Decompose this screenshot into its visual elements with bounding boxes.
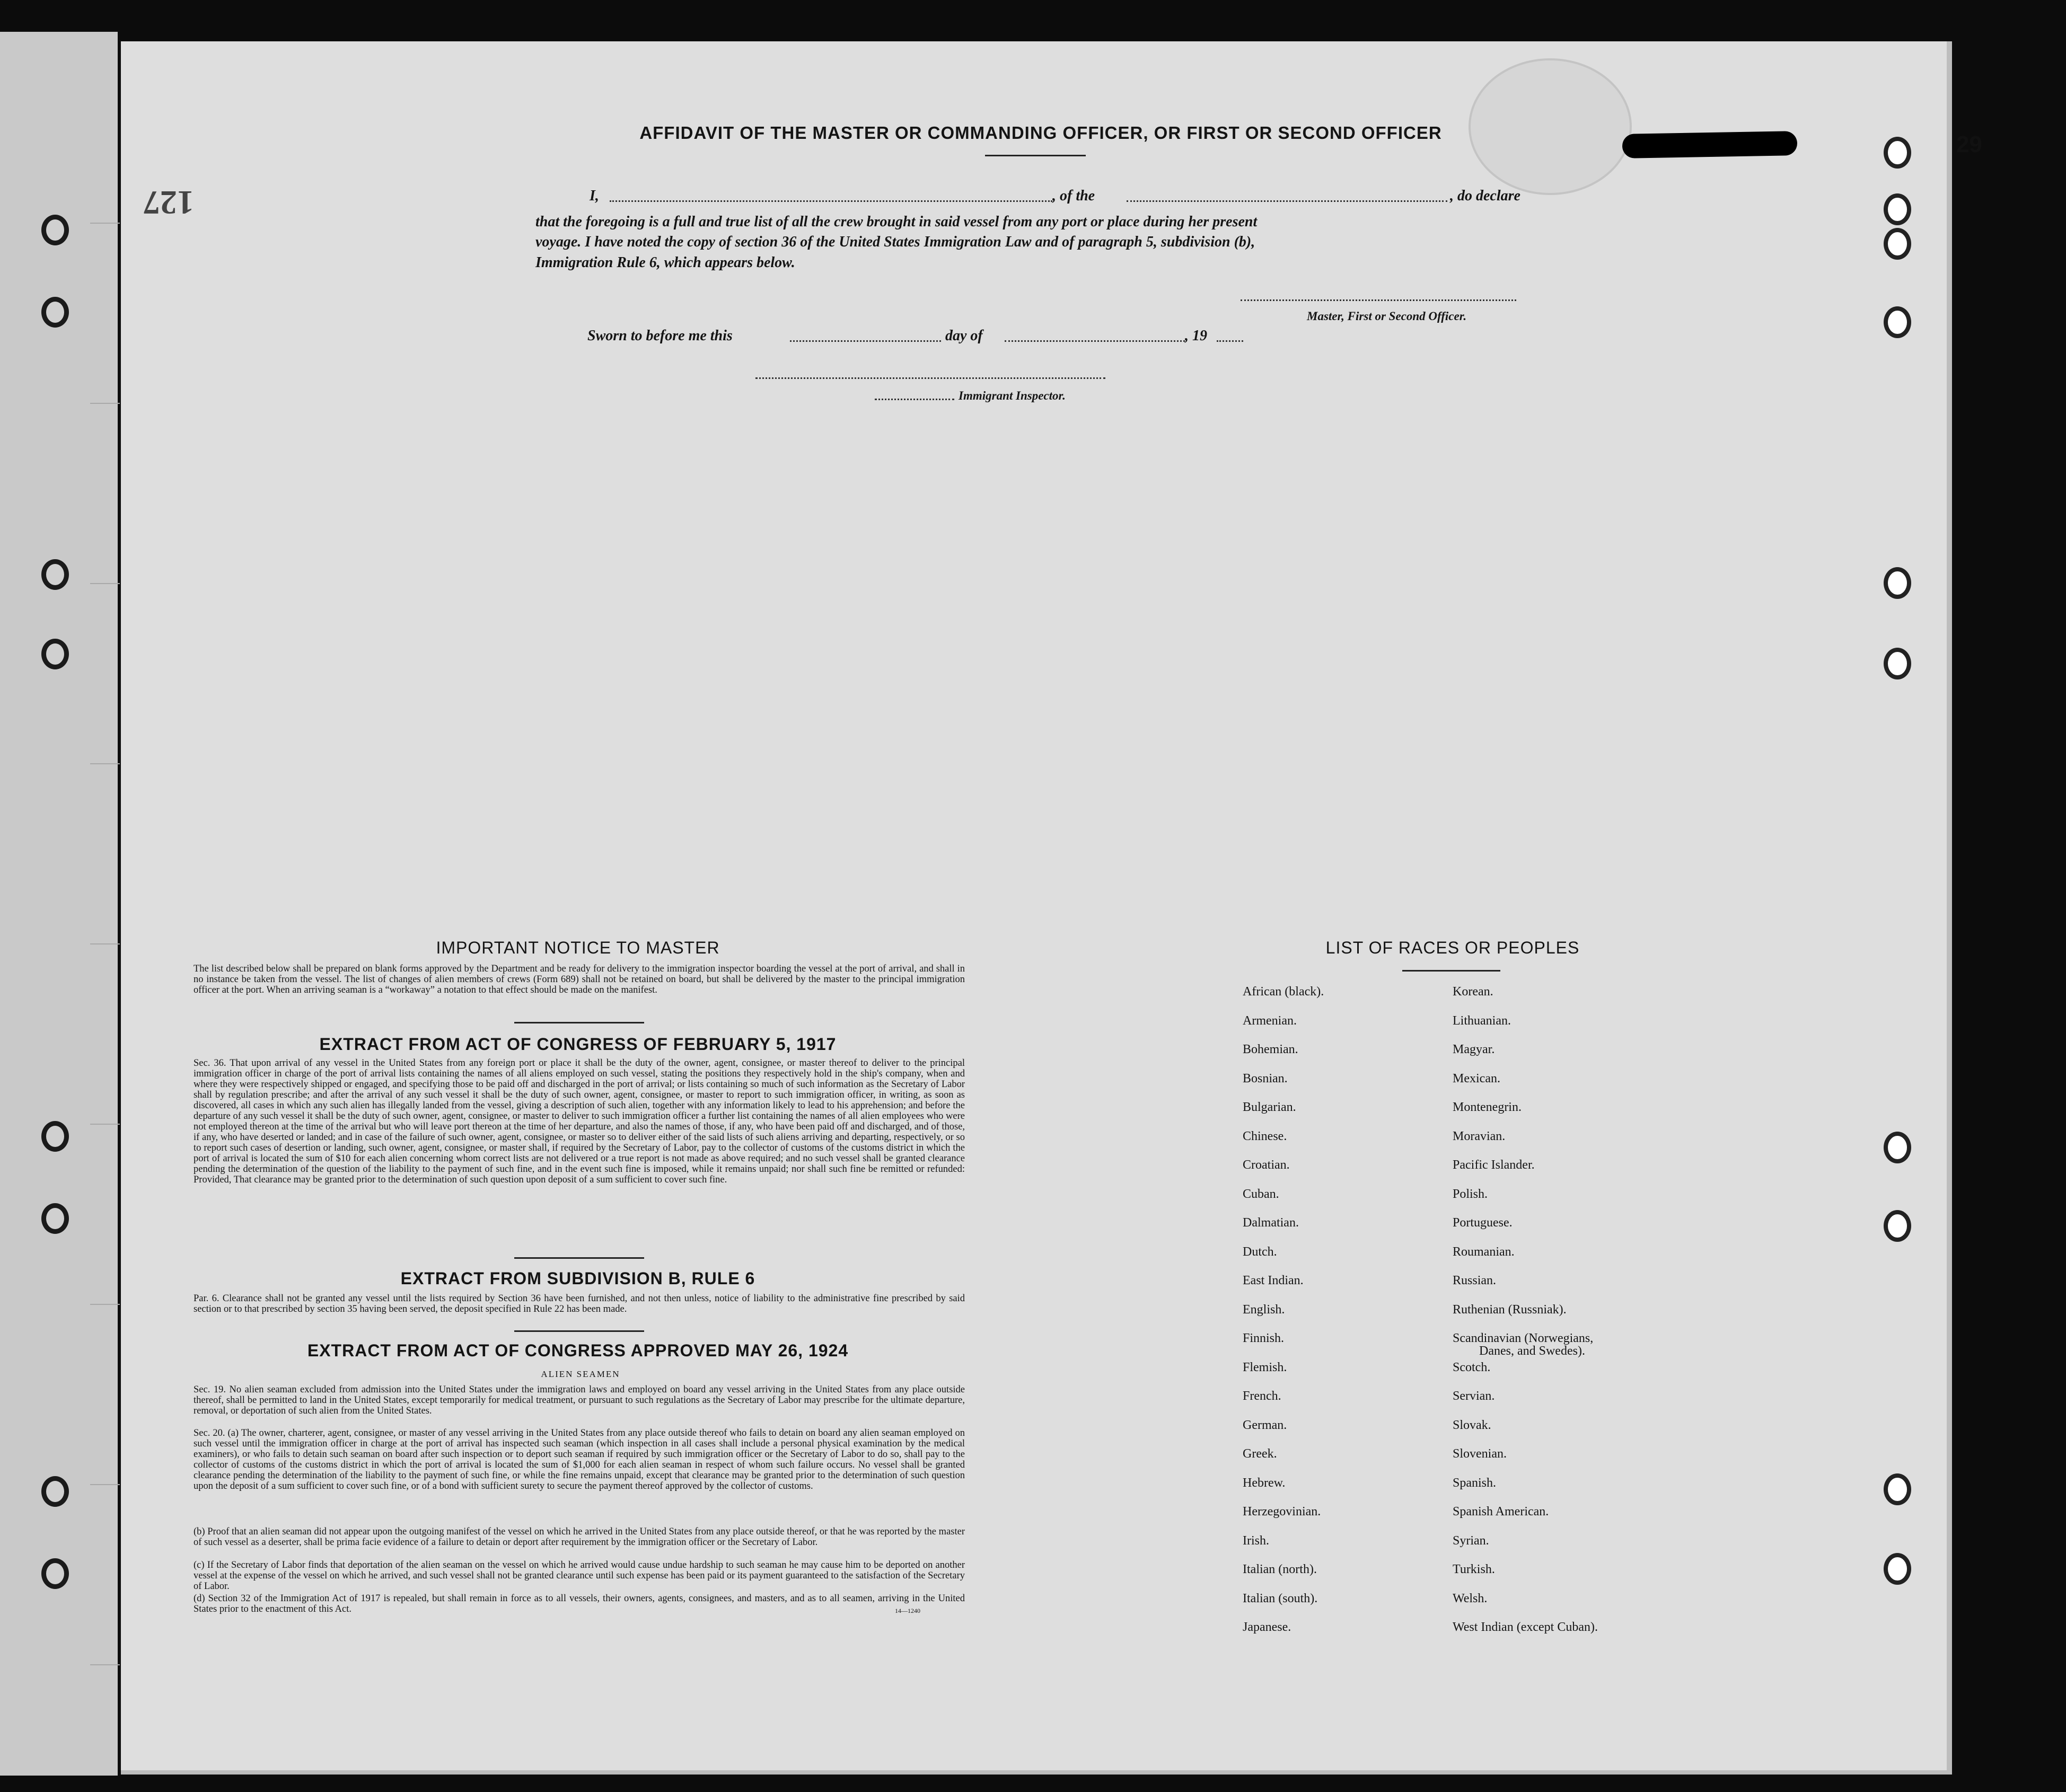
crew-list-page xyxy=(121,41,1952,1775)
race-item: Ruthenian (Russniak). xyxy=(1453,1302,1567,1317)
binding-strip xyxy=(0,32,118,1776)
punch-hole-right xyxy=(1884,1473,1911,1505)
section-rule xyxy=(514,1257,644,1259)
grid-line xyxy=(90,763,120,764)
races-title: LIST OF RACES OR PEOPLES xyxy=(1325,938,1580,957)
race-item: Cuban. xyxy=(1243,1187,1279,1201)
grid-line xyxy=(90,1484,120,1485)
grid-line xyxy=(90,1124,120,1125)
grid-line xyxy=(90,943,120,944)
punch-hole-left xyxy=(41,1476,69,1507)
race-item: Slovak. xyxy=(1453,1418,1491,1432)
race-item: East Indian. xyxy=(1243,1274,1304,1287)
extract-1924-subtitle: ALIEN SEAMEN xyxy=(541,1369,620,1379)
sec19-text: Sec. 19. No alien seaman excluded from admission into the United States under the immigration laws and employed on board any vessel arriving in the United States from any place outside thereof, shall be permitted to land in the United States, except temporarily for medical treatment, or pursuant to such regulations as the Secretary of Labor may prescribe for the ultimate departure, removal, or deportation of such alien from the United States. xyxy=(194,1384,965,1416)
extract-1917-title: EXTRACT FROM ACT OF CONGRESS OF FEBRUARY 5, 1917 xyxy=(319,1035,837,1054)
race-item: English. xyxy=(1243,1302,1285,1317)
page-number: 29 xyxy=(1956,131,1982,157)
stamp-seal xyxy=(1469,58,1632,195)
sworn-day-of: day of xyxy=(945,328,983,344)
grid-line xyxy=(90,403,120,404)
race-item: Portuguese. xyxy=(1453,1216,1513,1230)
form-number: 14—1240 xyxy=(895,1607,920,1614)
race-item: Lithuanian. xyxy=(1453,1013,1511,1028)
race-item: Syrian. xyxy=(1453,1533,1489,1548)
extract-rule6-text: Par. 6. Clearance shall not be granted any vessel until the lists required by Section 36 have been furnished, and not then unless, notice of liability to the administrative fine prescribed by said section or to that prescribed by section 35 having been served, the deposit specified in Rule 22 has been made. xyxy=(194,1293,965,1314)
affidavit-line-4: Immigration Rule 6, which appears below. xyxy=(535,254,795,271)
affidavit-i: I, xyxy=(590,188,599,204)
race-item: Scotch. xyxy=(1453,1360,1491,1374)
punch-hole-right xyxy=(1884,648,1911,679)
race-item: Croatian. xyxy=(1243,1158,1290,1172)
sworn-year-blank xyxy=(1217,340,1243,342)
notice-text: The list described below shall be prepared on blank forms approved by the Department and be ready for delivery to the immigration inspector boarding the vessel at the port of arrival, and shall in no instance be taken from the vessel. The list of changes of alien members of crews (Form 689) shall not be retained on board, but shall be delivered by the master to the principal immigration officer at the port. When an arriving seaman is a “workaway” a notation to that effect should be made on the manifest. xyxy=(194,964,965,995)
races-rule xyxy=(1402,970,1500,972)
punch-hole-left xyxy=(41,215,69,245)
race-item: Bohemian. xyxy=(1243,1043,1298,1056)
signature-blank xyxy=(1241,299,1516,301)
inspector-blank-2 xyxy=(875,399,954,400)
punch-hole-left xyxy=(41,297,69,328)
race-item: Italian (north). xyxy=(1243,1563,1317,1576)
race-item: Welsh. xyxy=(1453,1591,1488,1605)
race-item: Dalmatian. xyxy=(1243,1216,1299,1230)
margin-number: 127 xyxy=(143,184,194,222)
race-item: Armenian. xyxy=(1243,1013,1297,1028)
sworn-day-blank xyxy=(790,340,941,342)
name-blank xyxy=(610,200,1052,202)
sec20b-text: (b) Proof that an alien seaman did not appear upon the outgoing manifest of the vessel on which he arrived in the United States from any place outside thereof, or that he was reported by the master of such vessel as a deserter, shall be prima facie evidence of a failure to detain or deport after requirement by the immigration officer or the Secretary of Labor. xyxy=(194,1526,965,1548)
extract-1924-title: EXTRACT FROM ACT OF CONGRESS APPROVED MAY 26, 1924 xyxy=(307,1341,849,1360)
race-item: Bosnian. xyxy=(1243,1071,1288,1085)
inspector-blank xyxy=(755,377,1105,379)
redaction-blot xyxy=(1622,131,1798,158)
inspector-label: Immigrant Inspector. xyxy=(959,389,1066,402)
race-item: Greek. xyxy=(1243,1447,1277,1461)
race-item: Irish. xyxy=(1243,1533,1269,1548)
section-rule xyxy=(514,1330,644,1332)
race-item: Spanish. xyxy=(1453,1476,1497,1490)
race-item: West Indian (except Cuban). xyxy=(1453,1620,1598,1634)
race-item: Magyar. xyxy=(1453,1043,1495,1056)
affidavit-of-the: , of the xyxy=(1052,188,1095,204)
extract-rule6-title: EXTRACT FROM SUBDIVISION B, RULE 6 xyxy=(400,1269,755,1288)
sworn-prefix: Sworn to before me this xyxy=(587,328,733,344)
race-item: Servian. xyxy=(1453,1389,1495,1403)
race-item: Scandinavian (Norwegians, xyxy=(1453,1331,1594,1345)
race-item: Polish. xyxy=(1453,1187,1488,1201)
sec20c-text: (c) If the Secretary of Labor finds that deportation of the alien seaman on the vessel on which he arrived would cause undue hardship to such seaman he may cause him to be deported on another vessel at the expense of the vessel on which he arrived, and such vessel shall not be granted clearance until such expense has been paid or its payment guaranteed to the satisfaction of the Secretary of Labor. xyxy=(194,1560,965,1592)
race-item: Bulgarian. xyxy=(1243,1100,1296,1114)
grid-line xyxy=(90,1664,120,1665)
punch-hole-right xyxy=(1884,1553,1911,1585)
punch-hole-left xyxy=(41,559,69,590)
sworn-year: , 19 xyxy=(1185,328,1207,344)
punch-hole-right xyxy=(1884,228,1911,260)
race-item: Mexican. xyxy=(1453,1071,1500,1085)
grid-line xyxy=(90,1304,120,1305)
sworn-month-blank xyxy=(1005,340,1185,342)
affidavit-line-3: voyage. I have noted the copy of section 36 of the United States Immigration Law and of paragraph 5, subdivision (b), xyxy=(535,234,1255,250)
race-item: Slovenian. xyxy=(1453,1447,1507,1461)
punch-hole-left xyxy=(41,1558,69,1589)
notice-title: IMPORTANT NOTICE TO MASTER xyxy=(436,938,720,957)
affidavit-title: AFFIDAVIT OF THE MASTER OR COMMANDING OFFICER, OR FIRST OR SECOND OFFICER xyxy=(639,123,1442,143)
extract-1917-text: Sec. 36. That upon arrival of any vessel in the United States from any foreign port or place it shall be the duty of the owner, agent, consignee, or master thereof to deliver to the principal immigration officer in charge of the port of arrival lists containing the names of all aliens employed on such vessel, stating the positions they respectively hold in the ship's company, when and where they were respectively shipped or engaged, and specifying those to be paid off and discharged in the port of arrival; or lists containing so much of such information as the Secretary of Labor shall by regulation prescribe; and after the arrival of any such vessel it shall be the duty of such owner, agent, consignee, or master to report to such immigration officer, in writing, as soon as discovered, all cases in which any such alien has illegally landed from the vessel, giving a description of such alien, together with any information likely to lead to his apprehension; and before the departure of any such vessel it shall be the duty of such owner, agent, consignee, or master to deliver to such immigration officer a further list containing the names of all alien employees who were not employed thereon at the time of the arrival but who will leave port thereon at the time of her departure, and also the names of those, if any, who have been paid off and discharged, and of those, if any, who have deserted or landed; and in case of the failure of such owner, agent, consignee, or master so to deliver either of the said lists of such aliens arriving and departing, respectively, or so to report such cases of desertion or landing, such owner, agent, consignee, or master shall, if required by the Secretary of Labor, pay to the collector of customs of the customs district in which the port of arrival is located the sum of $10 for each alien concerning whom correct lists are not delivered or a true report is not made as above required; and no such vessel shall be granted clearance pending the determination of the question of the liability to the payment of such fine, and in the event such fine is imposed, while it remains unpaid; nor shall such fine be remitted or refunded: Provided, That clearance may be granted prior to the determination of such question upon deposit of a sum sufficient to cover such fine. xyxy=(194,1058,965,1185)
race-item: Turkish. xyxy=(1453,1563,1495,1576)
punch-hole-left xyxy=(41,1203,69,1234)
punch-hole-left xyxy=(41,1121,69,1152)
race-item: German. xyxy=(1243,1418,1287,1432)
punch-hole-right xyxy=(1884,1210,1911,1242)
grid-line xyxy=(90,583,120,584)
race-item: Flemish. xyxy=(1243,1360,1287,1374)
signature-label: Master, First or Second Officer. xyxy=(1307,310,1467,323)
race-item: Korean. xyxy=(1453,985,1493,999)
punch-hole-right xyxy=(1884,1132,1911,1163)
sec20a-text: Sec. 20. (a) The owner, charterer, agent, consignee, or master of any vessel arriving in the United States from any place outside thereof who fails to detain on board any alien seaman employed on such vessel until the immigration officer in charge at the port of arrival has inspected such seaman (which inspection in all cases shall include a personal physical examination by the medical examiners), or who fails to detain such seaman on board after such inspection or to deport such seaman if required by such immigration officer or the Secretary of Labor to do so, shall pay to the collector of customs of the customs district in which the port of arrival is located the sum of $1,000 for each alien seaman in respect of whom such failure occurs. No vessel shall be granted clearance pending the determination of the liability to the payment of such fine, or while the fine remains unpaid, except that clearance may be granted prior to the determination of such question upon the deposit of a sum sufficient to cover such fine, or of a bond with sufficient surety to secure the payment thereof approved by the collector of customs. xyxy=(194,1428,965,1491)
race-item: French. xyxy=(1243,1389,1281,1403)
race-item: Japanese. xyxy=(1243,1620,1291,1634)
race-item: Spanish American. xyxy=(1453,1505,1549,1519)
race-item: Herzegovinian. xyxy=(1243,1505,1321,1519)
sec20d-text: (d) Section 32 of the Immigration Act of 1917 is repealed, but shall remain in force as to all vessels, their owners, agents, consignees, and masters, and as to all seamen, arriving in the United States prior to the enactment of this Act. xyxy=(194,1593,965,1614)
race-item: Finnish. xyxy=(1243,1331,1285,1345)
title-rule xyxy=(985,155,1086,156)
punch-hole-right xyxy=(1884,193,1911,225)
section-rule xyxy=(514,1022,644,1023)
race-item: Dutch. xyxy=(1243,1244,1277,1259)
punch-hole-right xyxy=(1884,137,1911,169)
vessel-blank xyxy=(1127,200,1447,202)
punch-hole-left xyxy=(41,639,69,669)
grid-line xyxy=(90,223,120,224)
race-item: Montenegrin. xyxy=(1453,1100,1522,1114)
punch-hole-right xyxy=(1884,567,1911,599)
race-item: Italian (south). xyxy=(1243,1591,1318,1605)
affidavit-do-declare: , do declare xyxy=(1450,188,1520,204)
race-item: Moravian. xyxy=(1453,1129,1506,1143)
race-item: Chinese. xyxy=(1243,1129,1287,1143)
race-item: African (black). xyxy=(1243,985,1324,999)
affidavit-line-2: that the foregoing is a full and true list of all the crew brought in said vessel from any port or place during her present xyxy=(535,214,1258,230)
punch-hole-right xyxy=(1884,306,1911,338)
race-item-continuation: Danes, and Swedes). xyxy=(1479,1344,1585,1358)
race-item: Pacific Islander. xyxy=(1453,1158,1535,1172)
race-item: Hebrew. xyxy=(1243,1476,1286,1490)
race-item: Russian. xyxy=(1453,1274,1497,1287)
race-item: Roumanian. xyxy=(1453,1244,1515,1259)
